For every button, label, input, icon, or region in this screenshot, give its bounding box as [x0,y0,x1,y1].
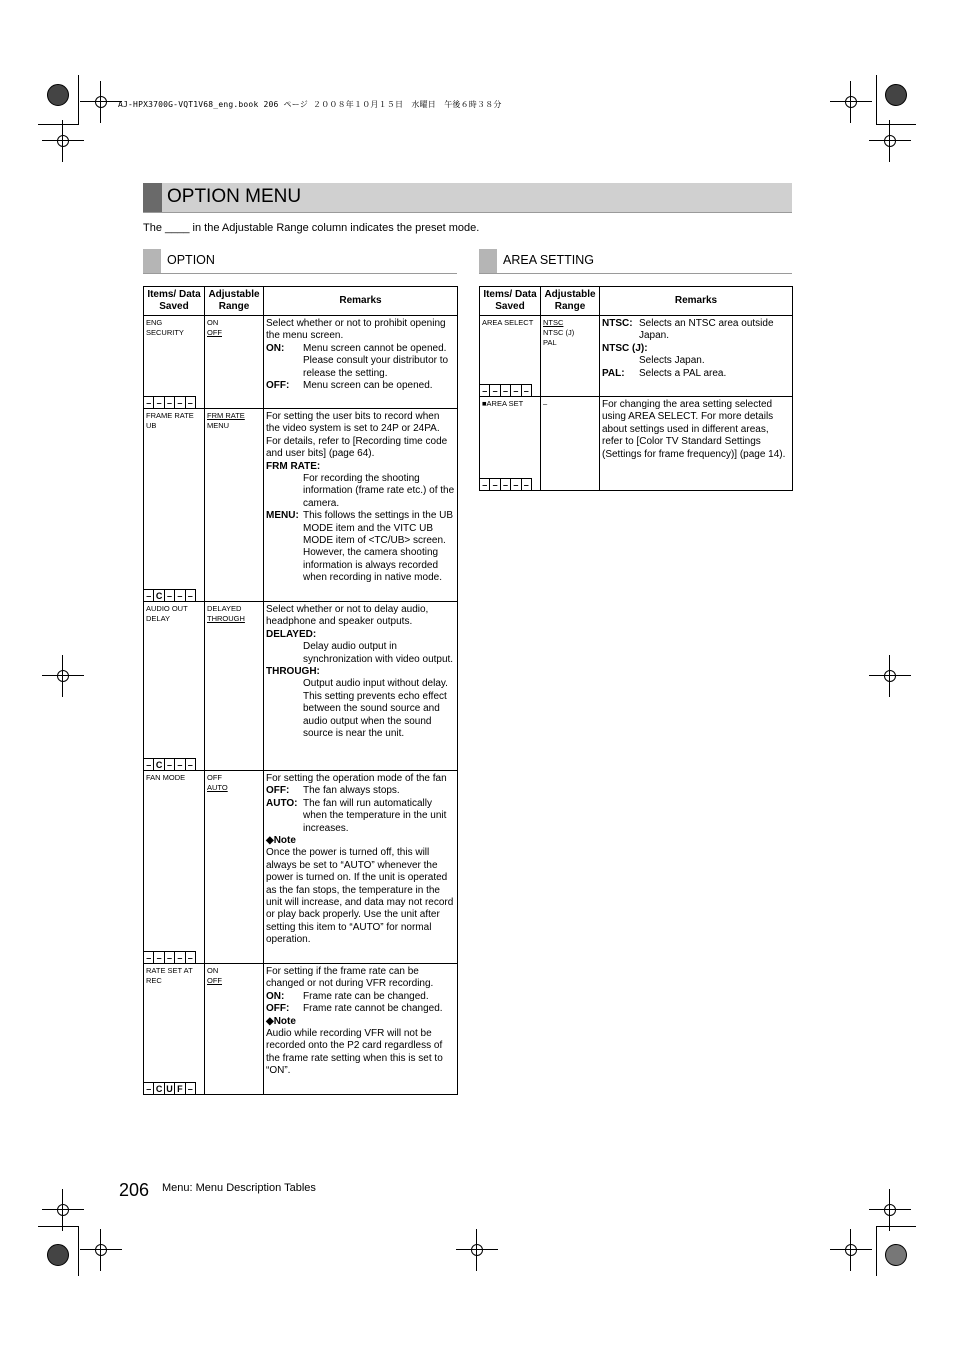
data-saved-flag: – [186,1082,196,1094]
definition-value: Frame rate can be changed. [303,990,429,1002]
crosshair-mark [840,1239,862,1261]
table-row [144,409,458,602]
data-saved-flags [480,478,532,490]
remark-definition [266,343,455,380]
item-cell-content [144,964,204,1094]
table-row [144,316,458,409]
title-underline [143,212,792,213]
section-area-heading [479,249,792,273]
remark-heading: DELAYED: [266,628,317,640]
range-option-preset: FRM RATE [207,411,245,420]
remark-definition [266,380,455,392]
page-title-bar [143,183,792,212]
section-underline [479,273,792,274]
header-items: Items/ Data Saved [480,287,541,316]
remark-definition [602,318,790,343]
table-row [144,602,458,771]
range-option: – [543,399,548,408]
range-cell [205,409,264,602]
item-cell [480,397,541,491]
item-name: FAN MODE [146,773,186,782]
data-saved-flag: F [175,1082,185,1094]
range-cell [205,316,264,409]
item-cell-content [144,602,204,770]
data-saved-flag: – [144,1082,154,1094]
crop-line [876,1226,916,1227]
data-saved-flags [144,589,196,601]
section-tab-marker [479,249,497,273]
remark-paragraph: For setting the operation mode of the fan [266,773,447,784]
definition-key: PAL: [602,367,625,379]
crop-line [876,75,877,125]
remarks-content [264,964,457,1081]
definition-key: AUTO: [266,797,298,809]
data-saved-flag: – [490,478,500,490]
area-table [479,286,793,491]
data-saved-flag: – [511,478,521,490]
definition-key: OFF: [266,380,290,392]
remark-definition [266,798,455,835]
table-row [144,964,458,1095]
data-saved-flag: – [144,396,154,408]
definition-value: Selects a PAL area. [639,367,727,379]
header-range: Adjustable Range [205,287,264,316]
definition-value: The fan will run automatically when the temperature in the unit increases. [303,797,447,834]
item-cell-content [480,316,540,396]
item-cell-content [144,409,204,601]
section-title: AREA SETTING [503,253,594,267]
range-cell [205,602,264,771]
range-list [205,771,263,793]
remarks-content [264,409,457,588]
data-saved-flag: – [501,384,511,396]
data-saved-flags [144,758,196,770]
data-saved-flag: – [175,396,185,408]
remark-indented: Selects Japan. [639,355,705,367]
data-saved-flag: – [522,384,532,396]
range-list [205,409,263,431]
range-cell [541,397,600,491]
item-cell-content [480,397,540,490]
item-name: AREA SELECT [482,318,534,327]
remark-indented: Delay audio output in synchronization with video output. [303,641,454,665]
remark-paragraph: For changing the area setting selected using AREA SELECT. For more details about settings used in different areas, refer to [Color TV Standard Settings (Settings for frame frequency)] (page 14). [602,399,786,460]
data-saved-flag: – [165,396,175,408]
data-saved-flag: – [144,951,154,963]
crop-line [876,1226,877,1276]
remark-heading: FRM RATE: [266,460,321,472]
range-option: ON [207,318,219,327]
data-saved-flags [480,384,532,396]
registration-disc-top-right [885,84,907,106]
crosshair-mark [90,91,112,113]
data-saved-flag: – [511,384,521,396]
crosshair-mark [52,130,74,152]
data-saved-flag: – [175,589,185,601]
remarks-cell [264,409,458,602]
item-cell [144,409,205,602]
data-saved-flags [144,1082,196,1094]
crosshair-mark [879,130,901,152]
range-option: PAL [543,338,557,347]
definition-key: ON: [266,342,285,354]
crop-line [38,1226,78,1227]
range-list [205,316,263,338]
range-cell [205,771,264,964]
range-option: OFF [207,773,222,782]
range-option-preset: NTSC [543,318,564,327]
data-saved-flag: – [501,478,511,490]
definition-value: This follows the settings in the UB MODE item and the VITC UB MODE item of <TC/UB> screen. However, the camera shooting information is always recorded when recording in native mode. [303,510,454,584]
item-cell-content [144,316,204,408]
data-saved-flag: – [186,758,196,770]
page-number: 206 [119,1180,150,1200]
registration-disc-bottom-right [885,1244,907,1266]
crop-line [78,75,79,125]
file-header: AJ-HPX3700G-VQT1V68_eng.book 206 ページ ２００８年１０月１５日 水曜日 午後６時３８分 [118,100,502,109]
table-row [144,771,458,964]
definition-value: Selects an NTSC area outside Japan. [639,318,774,342]
remarks-cell [264,964,458,1095]
range-cell [205,964,264,1095]
remark-paragraph: Audio while recording VFR will not be recorded onto the P2 card regardless of the frame rate setting when this is set to “ON”. [266,1028,443,1077]
remark-heading: ◆Note [266,835,296,847]
data-saved-flags [144,396,196,408]
registration-disc-bottom-left [47,1244,69,1266]
section-underline [143,273,457,274]
remarks-content [600,397,792,464]
data-saved-flags [144,951,196,963]
item-name: ■AREA SET [482,399,524,408]
crosshair-mark [466,1239,488,1261]
data-saved-flag: – [144,758,154,770]
crosshair-mark [879,1199,901,1221]
crosshair-mark [879,665,901,687]
remark-heading: ◆Note [266,1015,296,1027]
range-list [541,316,599,348]
data-saved-flag: C [154,1082,164,1094]
remark-heading: NTSC (J): [602,342,648,354]
page-title: OPTION MENU [167,186,302,207]
item-cell [144,964,205,1095]
definition-value: Menu screen can be opened. [303,380,433,392]
option-table [143,286,458,1095]
remark-indented: For recording the shooting information (frame rate etc.) of the camera. [303,473,455,509]
remark-heading: THROUGH: [266,666,320,678]
data-saved-flag: U [165,1082,175,1094]
footer-text: Menu: Menu Description Tables [162,1182,316,1194]
definition-value: Menu screen cannot be opened. Please consult your distributor to release the setting. [303,342,449,379]
crosshair-mark [52,665,74,687]
data-saved-flag: C [154,589,164,601]
data-saved-flag: – [175,758,185,770]
definition-value: Frame rate cannot be changed. [303,1003,443,1015]
crosshair-mark [840,91,862,113]
item-name: RATE SET AT REC [146,966,193,985]
data-saved-flag: – [186,951,196,963]
crosshair-mark [52,1199,74,1221]
remarks-content [264,602,457,743]
range-option-preset: OFF [207,976,222,985]
data-saved-flag: – [186,589,196,601]
remarks-cell [264,602,458,771]
crosshair-mark [90,1239,112,1261]
data-saved-flag: – [165,589,175,601]
remark-definition [266,785,455,797]
crop-line [78,1226,79,1276]
remark-definition [602,368,790,380]
data-saved-flag: – [154,396,164,408]
section-tab-marker [143,249,161,273]
data-saved-flag: C [154,758,164,770]
crop-line [38,124,78,125]
header-remarks: Remarks [264,287,458,316]
range-list [205,964,263,986]
section-title: OPTION [167,253,215,267]
data-saved-flag: – [480,384,490,396]
data-saved-flag: – [175,951,185,963]
data-saved-flag: – [154,951,164,963]
section-option-heading [143,249,457,273]
remarks-content [264,316,457,395]
definition-key: OFF: [266,785,290,797]
range-option: MENU [207,421,230,430]
remark-paragraph: Once the power is turned off, this will always be set to “AUTO” whenever the power is turned on. If the unit is operated as the fan stops, the temperature in the unit will increase, and data may not record or play back properly. Use the unit after setting this item to “AUTO” for normal operation. [266,847,454,946]
table-row [480,316,793,397]
item-name: ENG SECURITY [146,318,184,337]
remarks-content [264,771,457,950]
item-name: FRAME RATE UB [146,411,194,430]
range-list [541,397,599,409]
range-option: DELAYED [207,604,242,613]
definition-value: The fan always stops. [303,785,400,797]
remark-definition [266,510,455,584]
remark-paragraph: For setting if the frame rate can be changed or not during VFR recording. [266,966,434,990]
table-row [480,397,793,491]
registration-disc-top-left [47,84,69,106]
range-option: ON [207,966,219,975]
remark-paragraph: Select whether or not to prohibit opening the menu screen. [266,318,446,342]
range-cell [541,316,600,397]
definition-key: MENU: [266,510,299,522]
item-cell-content [144,771,204,963]
title-tab-marker [143,183,162,212]
remark-definition [266,1003,455,1015]
remarks-content [600,316,792,383]
crop-line [876,124,916,125]
intro-text: The ____ in the Adjustable Range column indicates the preset mode. [143,222,480,234]
data-saved-flag: – [165,758,175,770]
item-cell [144,602,205,771]
range-option-preset: OFF [207,328,222,337]
header-items: Items/ Data Saved [144,287,205,316]
definition-key: OFF: [266,1003,290,1015]
item-name: AUDIO OUT DELAY [146,604,188,623]
remarks-cell [600,397,793,491]
remarks-cell [600,316,793,397]
header-range: Adjustable Range [541,287,600,316]
data-saved-flag: – [522,478,532,490]
remark-definition [266,991,455,1003]
range-option-preset: AUTO [207,783,228,792]
range-option-preset: THROUGH [207,614,245,623]
item-cell [480,316,541,397]
definition-key: ON: [266,990,285,1002]
data-saved-flag: – [490,384,500,396]
header-remarks: Remarks [600,287,793,316]
remark-paragraph: Select whether or not to delay audio, headphone and speaker outputs. [266,604,429,628]
definition-key: NTSC: [602,318,633,329]
remark-indented: Output audio input without delay. This setting prevents echo effect between the sound source and audio output when the sound source is near the unit. [303,678,448,740]
data-saved-flag: – [144,589,154,601]
item-cell [144,771,205,964]
data-saved-flag: – [186,396,196,408]
remark-paragraph: For setting the user bits to record when the video system is set to 24P or 24PA. For details, refer to [Recording time code and user bits] (page 64). [266,411,448,460]
data-saved-flag: – [480,478,490,490]
data-saved-flag: – [165,951,175,963]
remarks-cell [264,316,458,409]
remarks-cell [264,771,458,964]
range-list [205,602,263,624]
item-cell [144,316,205,409]
range-option: NTSC (J) [543,328,575,337]
